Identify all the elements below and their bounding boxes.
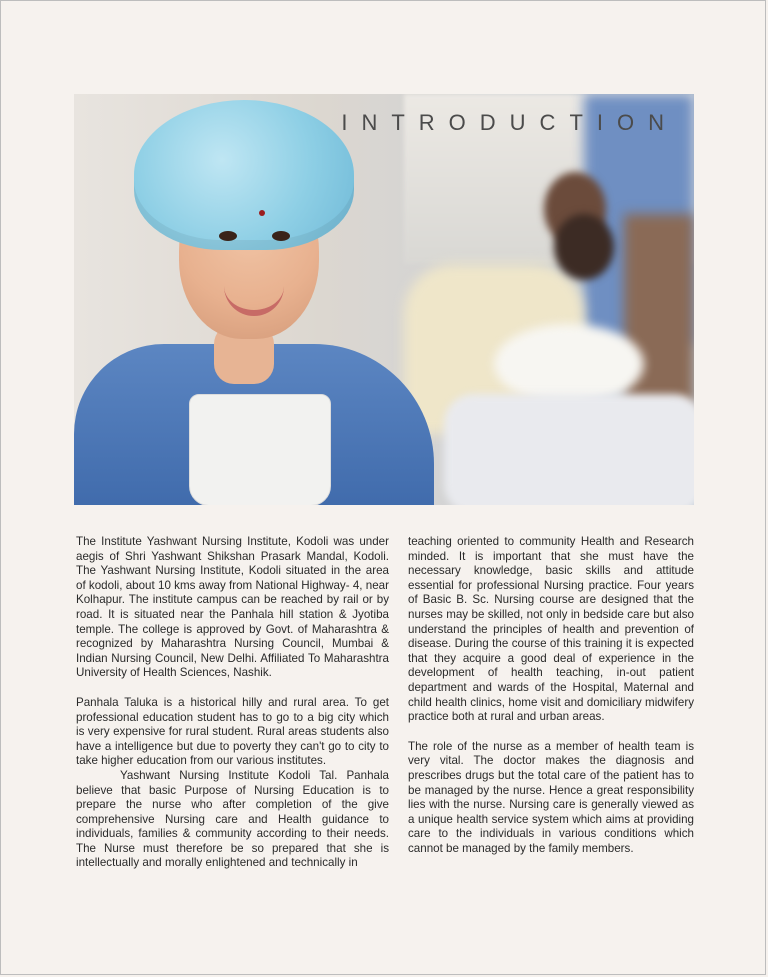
nurse-right-eye <box>272 231 290 241</box>
hero-image <box>74 94 694 505</box>
background-mother-head <box>554 214 614 280</box>
paragraph: The Institute Yashwant Nursing Institute, Kodoli was under aegis of Shri Yashwant Shikshan Prasark Mandal, Kodoli. The Yashwant Nursing Institute, Kodoli situated in the area of kodoli, about 10 kms away from National Highway- 4, near Kolhapur. The institute campus can be reached by rail or by road. It is situated near the Panhala hill station & Jyotiba temple. The college is approved by Govt. of Maharashtra & recognized by Maharashtra Nursing Council, Mumbai & Indian Nursing Council, New Delhi. Affiliated To Maharashtra University of Health Sciences, Nashik. <box>76 535 389 680</box>
background-bed <box>444 394 694 505</box>
nurse-left-eye <box>219 231 237 241</box>
background-baby <box>494 324 644 404</box>
paragraph: The role of the nurse as a member of health team is very vital. The doctor makes the diagnosis and prescribes drugs but the total care of the patient has to be managed by the nurse. Hence a great responsibility lies with the nurse. Nursing care is generally viewed as a unique health service system which aims at providing care to the individuals in various conditions which cannot be managed by the family members. <box>408 739 694 855</box>
paragraph: teaching oriented to community Health and Research minded. It is important that she must have the necessary knowledge, basic skills and attitude essential for professional Nursing practice. Four years of Basic B. Sc. Nursing course are designed that the nurses may be skilled, not only in bedside care but also understand the principles of health and prevention of disease. During the course of this training it is expected that they acquire a good deal of experience in the development of health teaching, in-out patient department and wards of the Hospital, Maternal and child health clinics, home visit and domiciliary midwifery practice both at rural and urban areas. <box>408 535 694 724</box>
nurse-cap <box>134 100 354 250</box>
paragraph: Panhala Taluka is a historical hilly and rural area. To get professional education student has to go to a big city which is very expensive for rural student. Rural areas students also have a intelligence but due to poverty they can't go to city to take higher education from our various institutes. <box>76 695 389 768</box>
background-chair <box>624 214 694 424</box>
nurse-bindi <box>259 210 265 216</box>
nurse-mask <box>189 394 331 505</box>
page-title: INTRODUCTION <box>341 110 678 135</box>
left-column <box>76 535 389 871</box>
right-column <box>408 535 694 856</box>
paragraph: Yashwant Nursing Institute Kodoli Tal. Panhala believe that basic Purpose of Nursing Education is to prepare the nurse who after completion of the give comprehensive Nursing care and Health guidance to individuals, families & community according to their needs. The Nurse must therefore be so prepared that she is intellectually and morally enlightened and technically in <box>76 768 389 870</box>
